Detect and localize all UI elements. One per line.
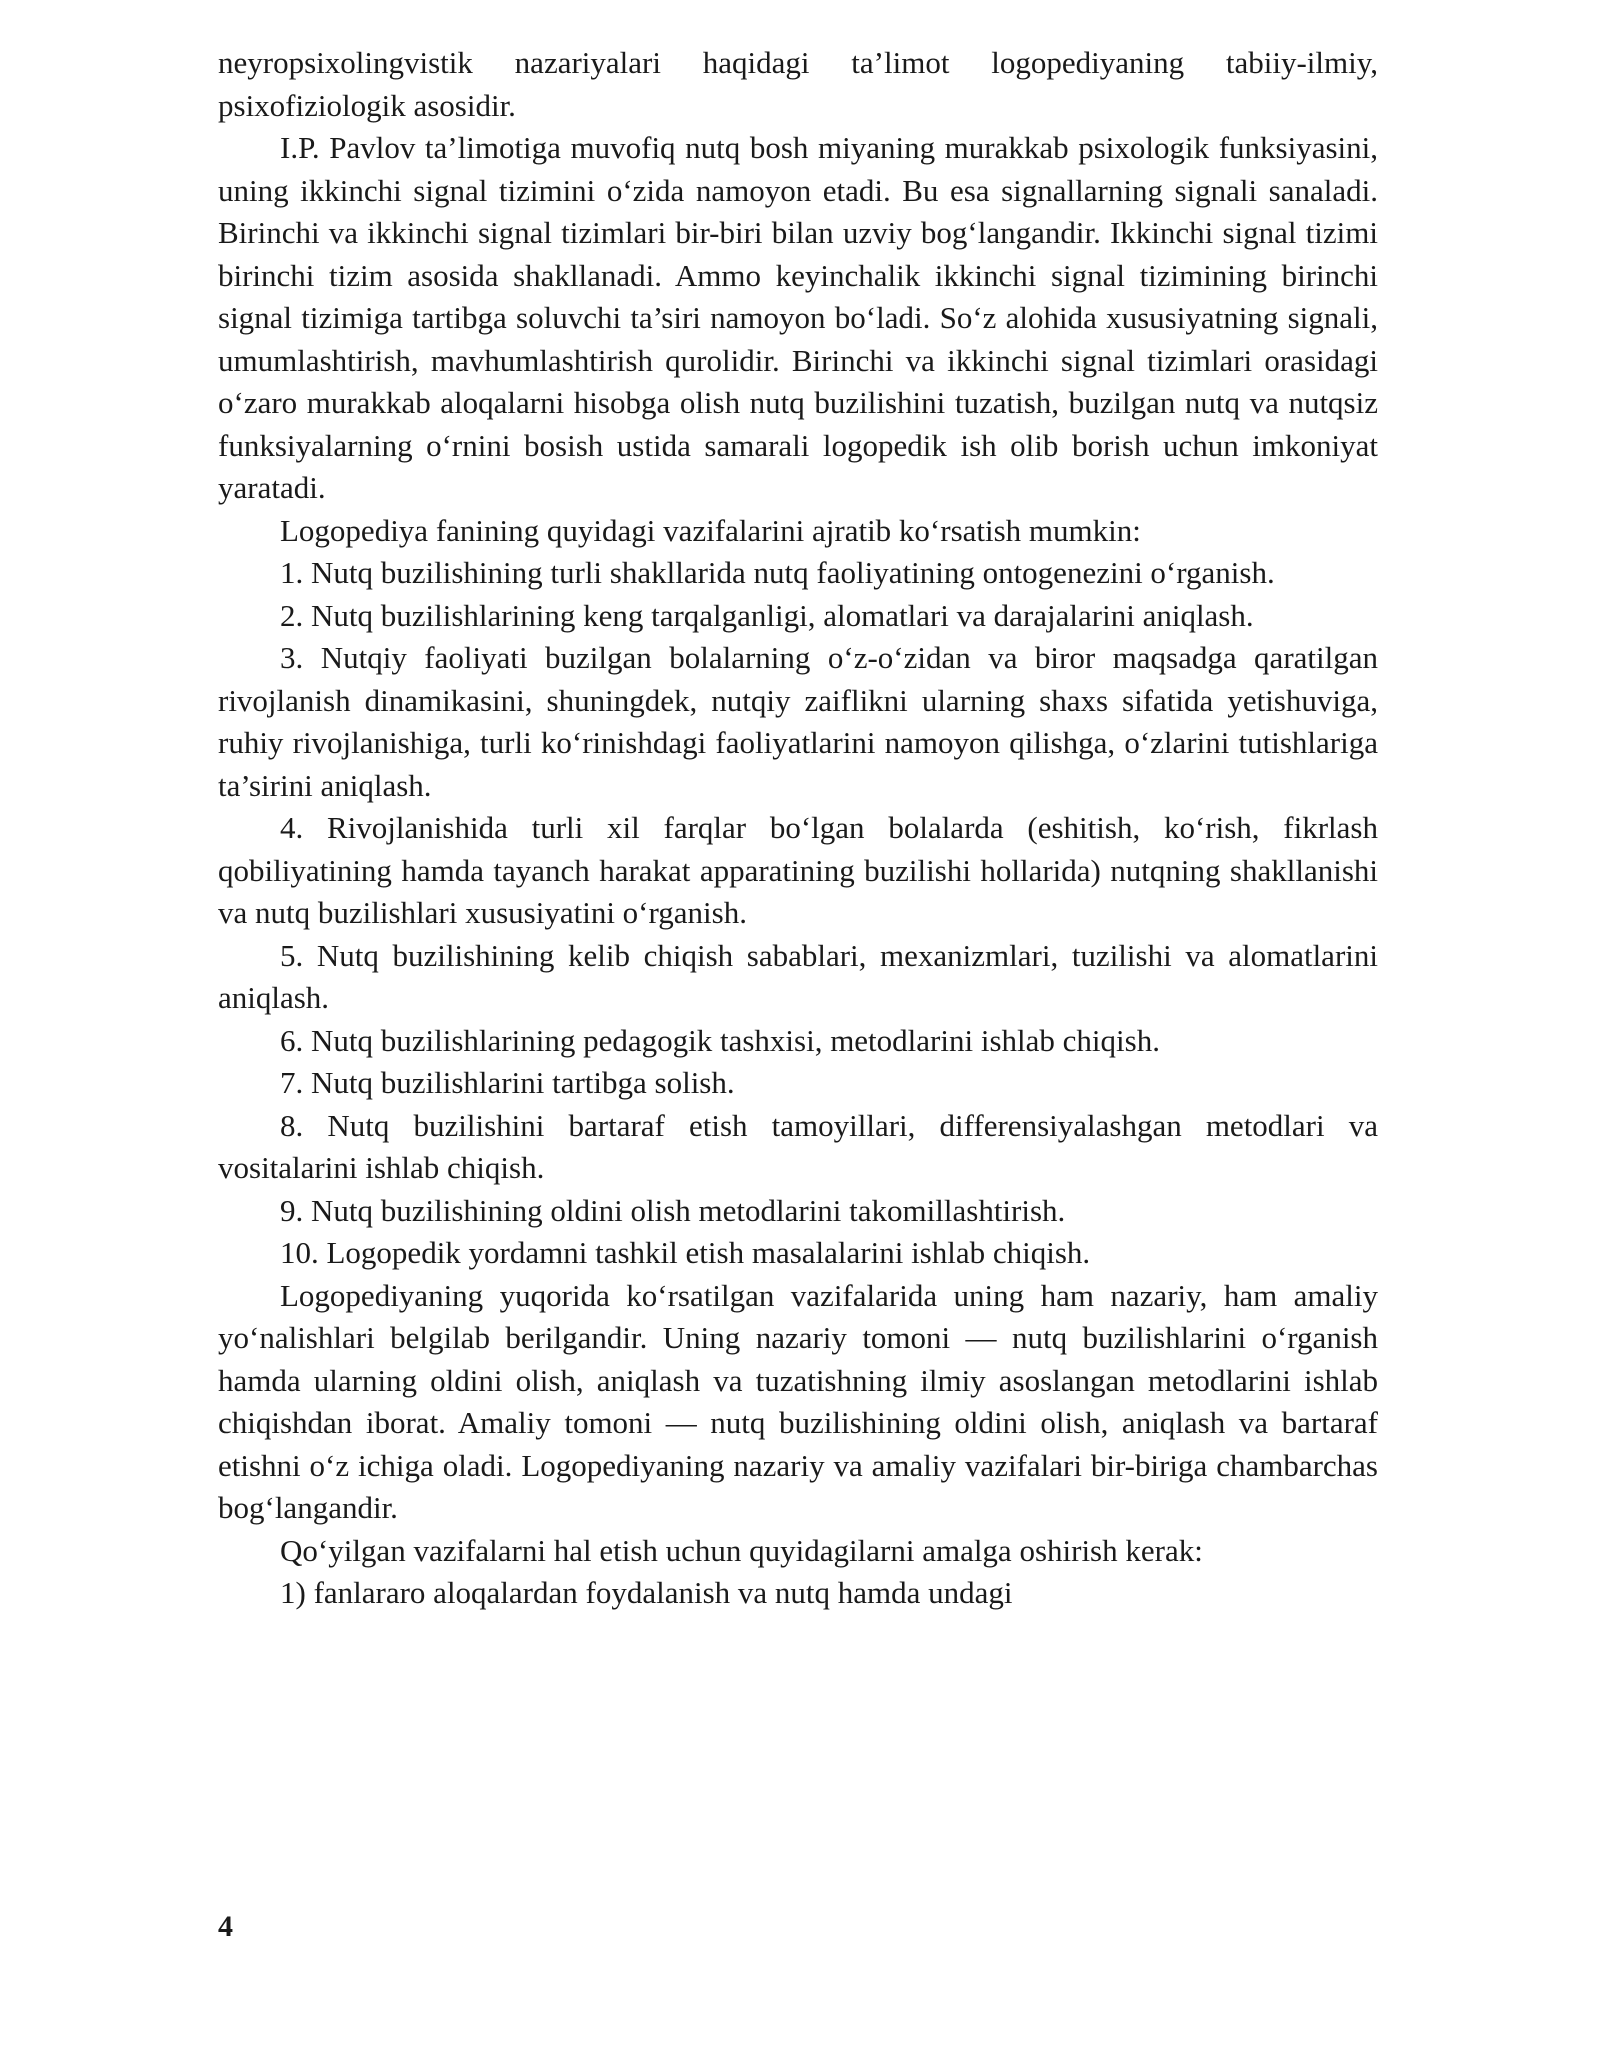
- paragraph-theory-practice: Logopediyaning yuqorida ko‘rsatilgan vazifalarida uning ham nazariy, ham amaliy yo‘nalishlari belgilab berilgandir. Uning nazariy tomoni — nutq buzilishlarini o‘rganish hamda ularning oldini olish, aniqlash va tuzatishning ilmiy asoslangan metodlarini ishlab chiqishdan iborat. Amaliy tomoni — nutq buzilishining oldini olish, aniqlash va bartaraf etishni o‘z ichiga oladi. Logopediyaning nazariy va amaliy vazifalari bir-biriga chambarchas bog‘langandir.: [218, 1277, 1378, 1525]
- page-number: 4: [218, 1910, 233, 1943]
- list-item-9: 9. Nutq buzilishining oldini olish metodlarini takomillashtirish.: [280, 1192, 1066, 1228]
- sublist-item-1: 1) fanlararo aloqalardan foydalanish va nutq hamda undagi: [280, 1575, 1013, 1610]
- list-item-10: 10. Logopedik yordamni tashkil etish masalalarini ishlab chiqish.: [280, 1235, 1091, 1270]
- paragraph-tasks-intro: Logopediya fanining quyidagi vazifalarini ajratib ko‘rsatish mumkin:: [280, 512, 1141, 548]
- list-item-1: 1. Nutq buzilishining turli shakllarida nutq faoliyatining ontogenezini o‘rganish.: [280, 555, 1275, 590]
- page-body: [218, 42, 1378, 1615]
- paragraph-intro-continuation: neyropsixolingvistik nazariyalari haqidagi ta’limot logopediyaning tabiiy-ilmiy, psixofiziologik asosidir.: [218, 45, 1378, 123]
- list-item-4: 4. Rivojlanishida turli xil farqlar bo‘lgan bolalarda (eshitish, ko‘rish, fikrlash qobiliyatining hamda tayanch harakat apparatining buzilishi hollarida) nutqning shakllanishi va nutq buzilishlari xususiyatini o‘rganish.: [218, 810, 1378, 930]
- list-item-6: 6. Nutq buzilishlarining pedagogik tashxisi, metodlarini ishlab chiqish.: [280, 1022, 1160, 1058]
- paragraph-requirements-intro: Qo‘yilgan vazifalarni hal etish uchun quyidagilarni amalga oshirish kerak:: [280, 1532, 1203, 1568]
- list-item-7: 7. Nutq buzilishlarini tartibga solish.: [280, 1065, 735, 1100]
- list-item-8: 8. Nutq buzilishini bartaraf etish tamoyillari, differensiyalashgan metodlari va vositalarini ishlab chiqish.: [218, 1107, 1378, 1185]
- list-item-3: 3. Nutqiy faoliyati buzilgan bolalarning o‘z-o‘zidan va biror maqsadga qaratilgan rivojlanish dinamikasini, shuningdek, nutqiy zaiflikni ularning shaxs sifatida yetishuviga, ruhiy rivojlanishiga, turli ko‘rinishdagi faoliyatlarini namoyon qilishga, o‘zlarini tutishlariga ta’sirini aniqlash.: [218, 640, 1378, 803]
- paragraph-pavlov-theory: I.P. Pavlov ta’limotiga muvofiq nutq bosh miyaning murakkab psixologik funksiyasini, uning ikkinchi signal tizimini o‘zida namoyon etadi. Bu esa signallarning signali sanaladi. Birinchi va ikkinchi signal tizimlari bir-biri bilan uzviy bog‘langandir. Ikkinchi signal tizimi birinchi tizim asosida shakllanadi. Ammo keyinchalik ikkinchi signal tizimining birinchi signal tizimiga tartibga soluvchi ta’siri namoyon bo‘ladi. So‘z alohida xususiyatning signali, umumlashtirish, mavhumlashtirish qurolidir. Birinchi va ikkinchi signal tizimlari orasidagi o‘zaro murakkab aloqalarni hisobga olish nutq buzilishini tuzatish, buzilgan nutq va nutqsiz funksiyalarning o‘rnini bosish ustida samarali logopedik ish olib borish uchun imkoniyat yaratadi.: [218, 130, 1378, 505]
- list-item-2: 2. Nutq buzilishlarining keng tarqalganligi, alomatlari va darajalarini aniqlash.: [280, 597, 1254, 633]
- list-item-5: 5. Nutq buzilishining kelib chiqish sabablari, mexanizmlari, tuzilishi va alomatlarini aniqlash.: [218, 937, 1378, 1015]
